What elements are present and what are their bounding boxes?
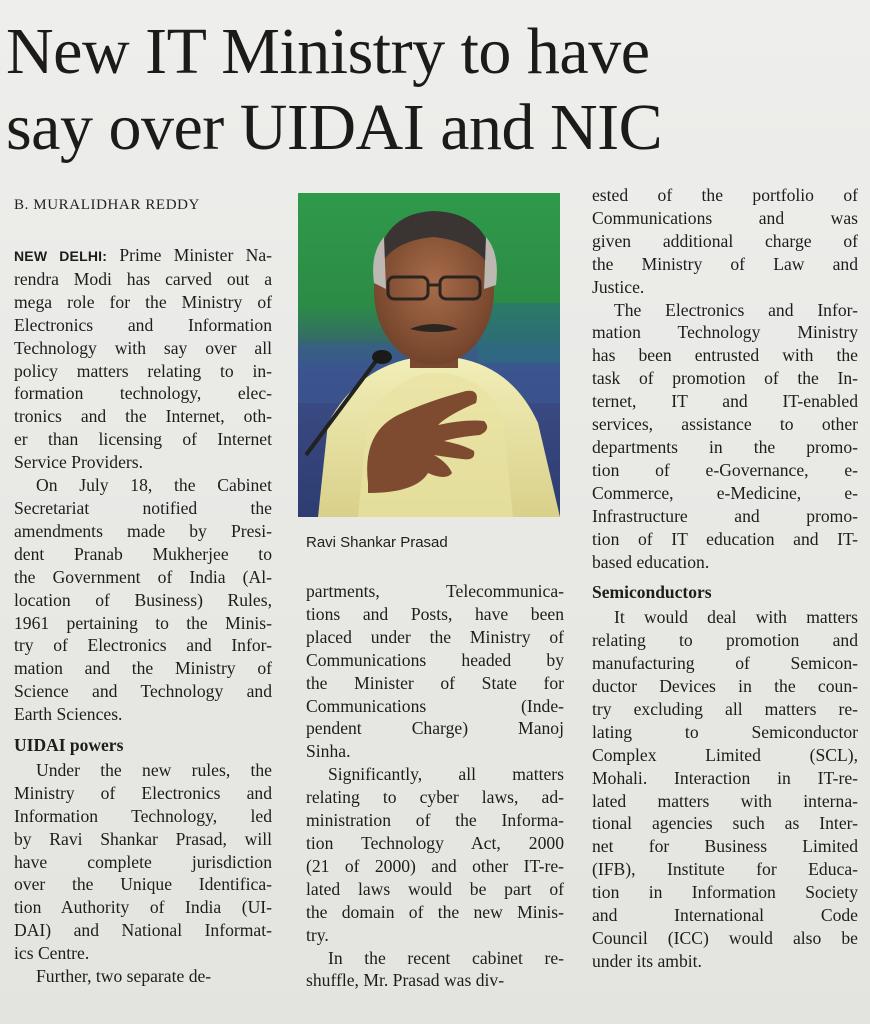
text-line: 1961 pertaining to the Minis-	[14, 612, 272, 633]
text-line: lated matters with interna-	[592, 790, 858, 811]
text-line: NEW DELHI: Prime Minister Na-	[14, 245, 272, 265]
text-line: departments in the promo-	[592, 436, 858, 457]
text-line: net for Business Limited	[592, 836, 858, 857]
text-line: Complex Limited (SCL),	[592, 744, 858, 765]
portrait-photo-icon	[298, 193, 560, 517]
text-line: Secretariat notified the	[14, 497, 272, 518]
paragraph-1	[14, 244, 272, 474]
text-line: Justice.	[592, 276, 645, 297]
text-line: rendra Modi has carved out a	[14, 268, 272, 289]
subhead-semiconductors: Semiconductors	[592, 582, 712, 603]
text-line: manufacturing of Semicon-	[592, 653, 858, 674]
text-line: It would deal with matters	[614, 607, 858, 628]
text-line: based education.	[592, 551, 710, 572]
text-line: mega role for the Ministry of	[14, 291, 272, 312]
text-line: policy matters relating to in-	[14, 360, 272, 381]
paragraph-6	[592, 184, 858, 299]
text-line: the Government of India (Al-	[14, 566, 272, 587]
paragraph-2	[14, 474, 272, 726]
text-line: try.	[306, 924, 329, 945]
text-line: ductor Devices in the coun-	[592, 676, 858, 697]
text-line: lating to Semiconductor	[592, 721, 858, 742]
text-line: shuffle, Mr. Prasad was div-	[306, 970, 505, 991]
text-line: the domain of the new Minis-	[306, 901, 564, 922]
text-line: services, assistance to other	[592, 414, 858, 435]
text-line: over the Unique Identifica-	[14, 874, 272, 895]
headline-line-2: say over UIDAI and NIC	[6, 91, 663, 164]
dateline: NEW DELHI:	[14, 248, 108, 264]
text-line: Communications (Inde-	[306, 695, 564, 716]
text-line: er than licensing of Internet	[14, 429, 272, 450]
text-line: Communications headed by	[306, 649, 564, 670]
paragraph-4	[306, 580, 564, 763]
column-1	[14, 244, 272, 988]
text-line: by Ravi Shankar Prasad, will	[14, 828, 272, 849]
portrait-photo	[298, 193, 560, 517]
text-line: relating to promotion and	[592, 630, 858, 651]
text-line: Mohali. Interaction in IT-re-	[592, 767, 858, 788]
text-line: Sinha.	[306, 741, 351, 762]
text-line: formation technology, elec-	[14, 383, 272, 404]
text-line: tion of e-Governance, e-	[592, 459, 858, 480]
text-line: Significantly, all matters	[328, 764, 564, 785]
text-line: The Electronics and Infor-	[614, 299, 858, 320]
text-line: Science and Technology and	[14, 681, 272, 702]
column-3	[592, 184, 858, 973]
headline-line-1: New IT Ministry to have	[6, 15, 650, 88]
text-line: placed under the Ministry of	[306, 626, 564, 647]
text-line: Information Technology, led	[14, 805, 272, 826]
column-2	[306, 580, 564, 992]
text-line: (IFB), Institute for Educa-	[592, 859, 858, 880]
text-line: Further, two separate de-	[36, 966, 212, 987]
paragraph-8	[592, 606, 858, 973]
text-line: try excluding all matters re-	[592, 698, 858, 719]
text-line: Ministry of Electronics and	[14, 782, 272, 803]
text-line: partments, Telecommunica-	[306, 581, 564, 601]
headline	[6, 14, 866, 166]
paragraph-5	[306, 763, 564, 992]
text-line: Commerce, e-Medicine, e-	[592, 482, 858, 503]
text-line: dent Pranab Mukherjee to	[14, 543, 272, 564]
text-line: given additional charge of	[592, 230, 858, 251]
text-line: ternet, IT and IT-enabled	[592, 391, 858, 412]
text-line: task of promotion of the In-	[592, 368, 858, 389]
text-line: Electronics and Information	[14, 314, 272, 335]
byline: B. MURALIDHAR REDDY	[14, 197, 200, 213]
text-line: relating to cyber laws, ad-	[306, 787, 564, 808]
text-line: mation Technology Ministry	[592, 322, 858, 343]
paragraph-3	[14, 759, 272, 988]
text-line: In the recent cabinet re-	[328, 947, 564, 968]
text-line: Communications and was	[592, 207, 858, 228]
text-line: the Minister of State for	[306, 672, 564, 693]
text-line: tional agencies such as Inter-	[592, 813, 858, 834]
text-line: mation and the Ministry of	[14, 658, 272, 679]
paragraph-7	[592, 299, 858, 574]
text-line: lated laws would be part of	[306, 878, 564, 899]
text-line: and International Code	[592, 905, 858, 926]
text-line: Infrastructure and promo-	[592, 505, 858, 526]
text-line: have complete jurisdiction	[14, 851, 272, 872]
text-line: Earth Sciences.	[14, 704, 123, 725]
text-line: ics Centre.	[14, 943, 90, 964]
text-line: ministration of the Informa-	[306, 810, 564, 831]
text-line: try of Electronics and Infor-	[14, 635, 272, 656]
text-line: Technology with say over all	[14, 337, 272, 358]
text-line: Service Providers.	[14, 452, 143, 473]
text-line: On July 18, the Cabinet	[36, 475, 272, 496]
text-line: (21 of 2000) and other IT-re-	[306, 855, 564, 876]
text-line: DAI) and National Informat-	[14, 920, 272, 941]
text-line: Under the new rules, the	[36, 759, 272, 780]
text-line: tions and Posts, have been	[306, 603, 564, 624]
text-line: ested of the portfolio of	[592, 185, 858, 205]
text-line: Council (ICC) would also be	[592, 928, 858, 948]
photo-caption: Ravi Shankar Prasad	[306, 534, 448, 551]
text-line: tion Authority of India (UI-	[14, 897, 272, 918]
text-line: under its ambit.	[592, 950, 702, 971]
text-line: the Ministry of Law and	[592, 253, 858, 274]
text-line: has been entrusted with the	[592, 345, 858, 366]
subhead-uidai-powers: UIDAI powers	[14, 735, 124, 756]
text-line: pendent Charge) Manoj	[306, 718, 564, 739]
text-line: location of Business) Rules,	[14, 589, 272, 610]
text-line: tion of IT education and IT-	[592, 528, 858, 549]
text-line: tronics and the Internet, oth-	[14, 406, 272, 427]
text-line: tion Technology Act, 2000	[306, 832, 564, 853]
text-line: amendments made by Presi-	[14, 520, 272, 541]
text-line: tion in Information Society	[592, 882, 858, 903]
